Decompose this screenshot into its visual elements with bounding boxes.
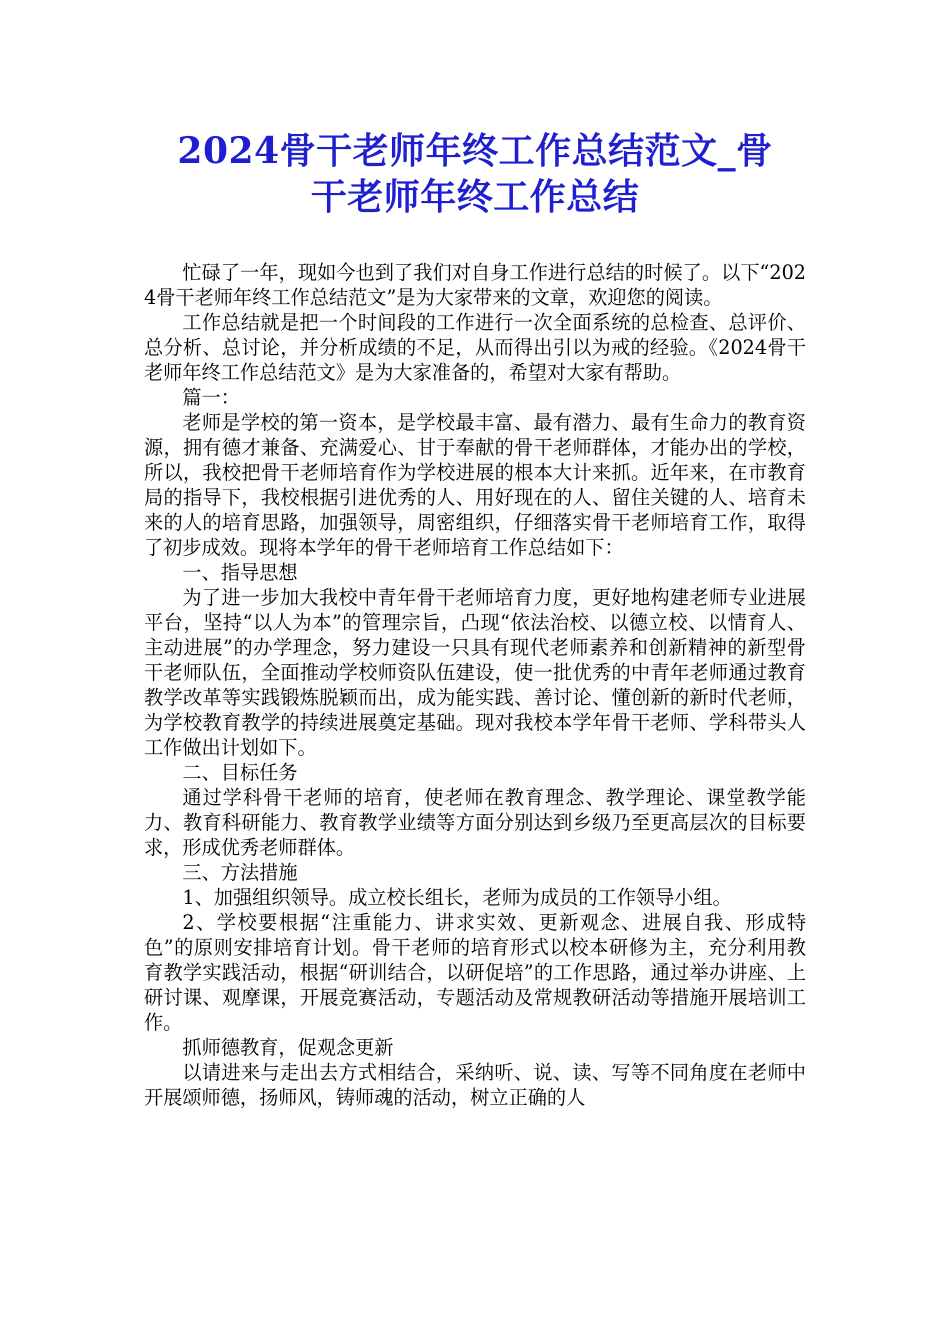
summary-definition-paragraph: 工作总结就是把一个时间段的工作进行一次全面系统的总检查、总评价、总分析、总讨论，并分析成绩的不足，从而得出引以为戒的经验。《2024骨干老师年终工作总结范文》是为大家准备的，希望对大家有帮助。 [144, 311, 806, 384]
list-item: 2、学校要根据“注重能力、讲求实效、更新观念、进展自我、形成特色”的原则安排培育计划。骨干老师的培育形式以校本研修为主，充分利用教育教学实践活动，根据“研训结合，以研促培”的工作思路，通过举办讲座、上研讨课、观摩课，开展竞赛活动，专题活动及常规教研活动等措施开展培训工作。 [144, 911, 806, 1034]
section-heading-guiding-thought: 一、指导思想 [182, 561, 298, 584]
title-line-1: 2024骨干老师年终工作总结范文_骨 [177, 130, 773, 172]
document-title [144, 128, 806, 220]
body-paragraph: 以请进来与走出去方式相结合，采纳听、说、读、写等不同角度在老师中开展颂师德，扬师风，铸师魂的活动，树立正确的人 [144, 1061, 806, 1109]
document-body [144, 260, 806, 1110]
section-heading-goals: 二、目标任务 [182, 761, 298, 784]
title-line-2: 干老师年终工作总结 [310, 176, 640, 218]
intro-paragraph: 忙碌了一年，现如今也到了我们对自身工作进行总结的时候了。以下“2024骨干老师年终工作总结范文”是为大家带来的文章，欢迎您的阅读。 [144, 261, 806, 309]
body-paragraph: 通过学科骨干老师的培育，使老师在教育理念、教学理论、课堂教学能力、教育科研能力、教育教学业绩等方面分别达到乡级乃至更高层次的目标要求，形成优秀老师群体。 [144, 786, 806, 859]
section-heading-part-one: 篇一： [182, 386, 240, 409]
section-heading-measures: 三、方法措施 [182, 861, 298, 884]
body-paragraph: 为了进一步加大我校中青年骨干老师培育力度，更好地构建老师专业进展平台，坚持“以人为本”的管理宗旨，凸现“依法治校、以德立校、以情育人、主动进展”的办学理念，努力建设一只具有现代老师素养和创新精神的新型骨干老师队伍，全面推动学校师资队伍建设，使一批优秀的中青年老师通过教育教学改革等实践锻炼脱颖而出，成为能实践、善讨论、懂创新的新时代老师，为学校教育教学的持续进展奠定基础。现对我校本学年骨干老师、学科带头人工作做出计划如下。 [144, 586, 806, 759]
subheading-ethics-education: 抓师德教育，促观念更新 [182, 1036, 394, 1059]
body-paragraph: 老师是学校的第一资本，是学校最丰富、最有潜力、最有生命力的教育资源，拥有德才兼备、充满爱心、甘于奉献的骨干老师群体，才能办出的学校，所以，我校把骨干老师培育作为学校进展的根本大计来抓。近年来，在市教育局的指导下，我校根据引进优秀的人、用好现在的人、留住关键的人、培育未来的人的培育思路，加强领导，周密组织，仔细落实骨干老师培育工作，取得了初步成效。现将本学年的骨干老师培育工作总结如下： [144, 411, 806, 559]
list-item: 1、加强组织领导。成立校长组长，老师为成员的工作领导小组。 [182, 886, 732, 909]
